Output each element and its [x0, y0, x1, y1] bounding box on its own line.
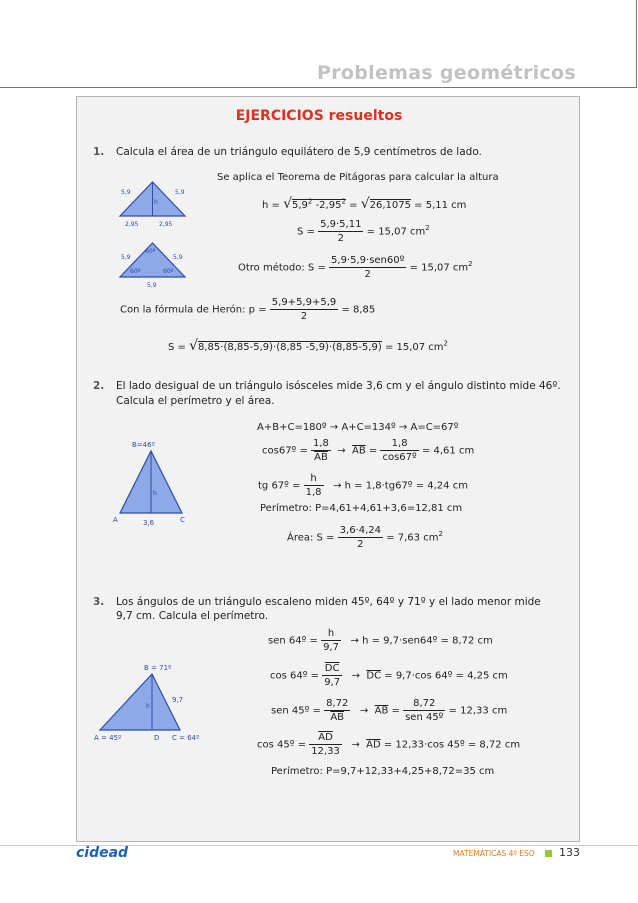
section-title: EJERCICIOS resueltos [235, 108, 403, 124]
angle-sum-line: A+B+C=180º → A+C=134º → A=C=67º [257, 422, 459, 433]
exercise-statement: Calcula el perímetro y el área. [116, 395, 275, 407]
fig-label: A [113, 516, 118, 524]
exercise-statement: 9,7 cm. Calcula el perímetro. [116, 610, 269, 622]
area-equation: S = $\frac{5,9\cdot 5,11}{2}$ = 15,07 $cm^2$ [297, 219, 430, 244]
exercise-number: 1. [93, 146, 105, 158]
fig-label: 60º [145, 248, 156, 255]
fig-label: 5,9 [121, 254, 131, 261]
sine-64-equation: sen 64º = $\frac{h}{9,7}$ → h = 9,7·sen64º = 8,72 cm [268, 628, 493, 653]
exercise-statement: Los ángulos de un triángulo escaleno miden 45º, 64º y 71º y el lado menor mide [116, 596, 541, 608]
perimeter-result: Perímetro: P=4,61+4,61+3,6=12,81 cm [260, 503, 463, 514]
page-number: 133 [559, 846, 580, 859]
equilateral-angles-figure [115, 241, 190, 291]
fig-label: 5,9 [121, 189, 131, 196]
exercise-number: 2. [93, 380, 105, 392]
footer-bullet-icon [545, 850, 552, 857]
fig-label: 60º [130, 268, 141, 275]
fig-label: 5,9 [175, 189, 185, 196]
fig-label: C [180, 516, 185, 524]
fig-label: 5,9 [173, 254, 183, 261]
cosine-45-equation: cos 45º = $\frac{\overline{AD}}{12,33}$ → $\overline{AD} = 12,33\cdot\cos$ 45º = 8,72 cm [257, 732, 521, 757]
equilateral-height-figure [115, 180, 190, 230]
alternative-method-equation: Otro método: S = $\frac{\text{5,9·5,9·sen60º}}{2}$ = 15,07 $cm^2$ [238, 255, 473, 280]
exercise-statement: Calcula el área de un triángulo equilátero de 5,9 centímetros de lado. [116, 146, 482, 158]
heron-semiperimeter: Con la fórmula de Herón: p = $\frac{5,9+5,9+5,9}{2}$ = 8,85 [120, 297, 376, 322]
footer-subject: MATEMÁTICAS 4º ESO [453, 849, 535, 858]
fig-label: 60º [163, 268, 174, 275]
fig-label: h [154, 199, 158, 206]
exercise-number: 3. [93, 596, 105, 608]
fig-label: C = 64º [172, 734, 200, 742]
publisher-logo: cidead [76, 845, 129, 861]
fig-label: A = 45º [94, 734, 122, 742]
fig-label: D [154, 734, 160, 742]
fig-label: h [153, 490, 157, 497]
fig-label: B=46º [132, 441, 155, 449]
fig-label: 3,6 [143, 519, 155, 527]
perimeter-result: Perímetro: P=9,7+12,33+4,25+8,72=35 cm [271, 766, 495, 777]
fig-label: h [146, 703, 150, 710]
scalene-triangle-figure [92, 660, 207, 742]
fig-label: 2,95 [159, 221, 173, 228]
sine-45-equation: sen 45º = $\frac{8,72}{AB}$ → $\overline{AB}$ = $\frac{8,72}{\text{sen 45º}}$ = 12,33 cm [271, 698, 508, 723]
fig-label: 9,7 [172, 696, 184, 704]
isosceles-triangle-figure [112, 437, 192, 529]
heron-area-equation: S = √8,85·(8,85-5,9)·(8,85 -5,9)·(8,85-5,9) = 15,07 $cm^2$ [168, 338, 449, 354]
tangent-equation: tg 67º = $\frac{h}{1,8}$ → h = 1,8·tg67º = 4,24 cm [258, 473, 468, 498]
area-result: Área: S = $\frac{3,6\cdot 4,24}{2}$ = 7,63 $cm^2$ [287, 525, 443, 550]
method-note: Se aplica el Teorema de Pitágoras para calcular la altura [217, 172, 499, 183]
cosine-equation: cos67º = $\frac{1,8}{AB}$ → $\overline{AB}$ = $\frac{1,8}{\text{cos67º}}$ = 4,61 cm [262, 438, 475, 463]
fig-label: 5,9 [147, 282, 157, 289]
height-equation: $h = √5,9^2$ $-2,95^2 = √26,1075 = 5,11$ cm [262, 196, 467, 212]
page-header-title: Problemas geométricos [316, 62, 576, 84]
exercise-statement: El lado desigual de un triángulo isósceles mide 3,6 cm y el ángulo distinto mide 46º. [116, 380, 561, 392]
fig-label: 2,95 [125, 221, 139, 228]
fig-label: B = 71º [144, 664, 172, 672]
cosine-64-equation: cos 64º = $\frac{\overline{DC}}{9,7}$ → $\overline{DC} = 9,7\cdot\cos$ 64º = 4,25 cm [270, 663, 508, 688]
